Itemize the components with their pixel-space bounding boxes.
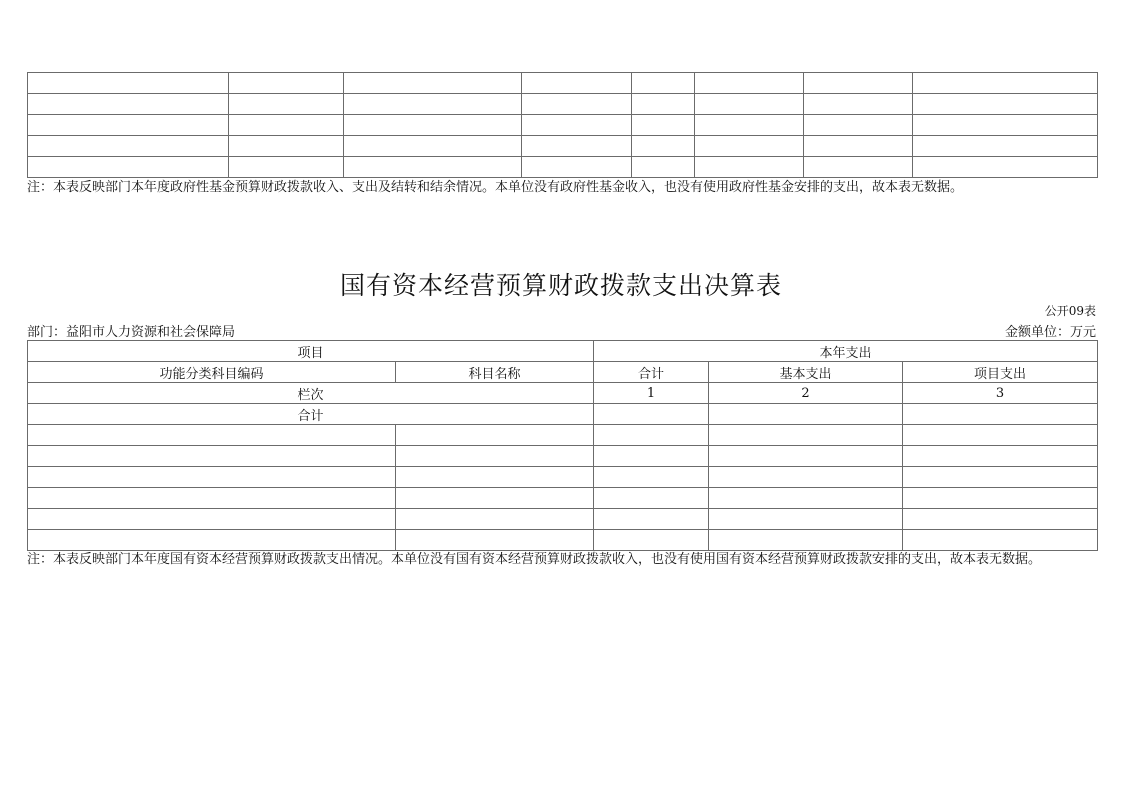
- table-cell: [632, 73, 695, 94]
- table-cell: [594, 509, 709, 530]
- table-cell: [229, 115, 344, 136]
- table-row: [28, 530, 1098, 551]
- row-index-label: 栏次: [28, 383, 594, 404]
- table-cell: [28, 94, 229, 115]
- table-cell: [709, 467, 903, 488]
- table-cell: [396, 530, 594, 551]
- index-project: 3: [903, 383, 1098, 404]
- header-item: 项目: [28, 341, 594, 362]
- table-cell: [594, 446, 709, 467]
- index-total: 1: [594, 383, 709, 404]
- table-cell: [344, 73, 522, 94]
- table-cell: [28, 446, 396, 467]
- amount-unit-label: 金额单位：万元: [1004, 325, 1096, 340]
- table-cell: [695, 157, 804, 178]
- table-cell: [709, 488, 903, 509]
- table-cell: [903, 467, 1098, 488]
- table-cell: [28, 425, 396, 446]
- expenditure-note: 注：本表反映部门本年度国有资本经营预算财政拨款支出情况。本单位没有国有资本经营预算财政拨款收入，也没有使用国有资本经营预算财政拨款安排的支出，故本表无数据。: [27, 552, 1042, 567]
- table-cell: [594, 467, 709, 488]
- table-cell: [229, 73, 344, 94]
- table-cell: [903, 446, 1098, 467]
- table-cell: [28, 157, 229, 178]
- table-row: [28, 136, 1098, 157]
- col-total: 合计: [594, 362, 709, 383]
- table-cell: [709, 530, 903, 551]
- table-cell: [913, 73, 1098, 94]
- table-row: [28, 509, 1098, 530]
- table-cell: [522, 157, 632, 178]
- table-cell: [522, 73, 632, 94]
- table-row: [28, 488, 1098, 509]
- table-cell: [522, 136, 632, 157]
- table-cell: [804, 94, 913, 115]
- page-title: 国有资本经营预算财政拨款支出决算表: [339, 271, 782, 300]
- total-basic-value: [709, 404, 903, 425]
- table-cell: [229, 136, 344, 157]
- table-cell: [344, 94, 522, 115]
- department-label: 部门：益阳市人力资源和社会保障局: [27, 325, 236, 340]
- table-row: [28, 425, 1098, 446]
- table-cell: [632, 94, 695, 115]
- table-cell: [229, 94, 344, 115]
- header-row-2: [28, 362, 1098, 383]
- table-cell: [903, 530, 1098, 551]
- expenditure-table-body: [28, 341, 1098, 551]
- table-cell: [28, 488, 396, 509]
- header-row-1: [28, 341, 1098, 362]
- table-row: [28, 467, 1098, 488]
- table-cell: [396, 488, 594, 509]
- col-subject-name: 科目名称: [396, 362, 594, 383]
- table-cell: [632, 157, 695, 178]
- table-cell: [28, 73, 229, 94]
- col-function-code: 功能分类科目编码: [28, 362, 396, 383]
- table-cell: [229, 157, 344, 178]
- table-cell: [709, 425, 903, 446]
- table-cell: [709, 446, 903, 467]
- table-cell: [695, 73, 804, 94]
- table-cell: [344, 136, 522, 157]
- table-cell: [396, 467, 594, 488]
- table-cell: [913, 157, 1098, 178]
- table-cell: [396, 425, 594, 446]
- table-cell: [695, 94, 804, 115]
- table-cell: [903, 425, 1098, 446]
- government-fund-table-body: [28, 73, 1098, 178]
- table-cell: [695, 136, 804, 157]
- total-row-label: 合计: [28, 404, 594, 425]
- table-cell: [28, 467, 396, 488]
- column-index-row: [28, 383, 1098, 404]
- table-cell: [632, 136, 695, 157]
- table-row: [28, 73, 1098, 94]
- table-cell: [522, 115, 632, 136]
- table-cell: [594, 530, 709, 551]
- table-row: [28, 157, 1098, 178]
- government-fund-table: [27, 72, 1098, 178]
- table-cell: [396, 509, 594, 530]
- table-cell: [913, 136, 1098, 157]
- table-cell: [396, 446, 594, 467]
- table-cell: [913, 94, 1098, 115]
- table-cell: [594, 425, 709, 446]
- table-cell: [522, 94, 632, 115]
- col-basic-expenditure: 基本支出: [709, 362, 903, 383]
- table-row: [28, 94, 1098, 115]
- government-fund-note: 注：本表反映部门本年度政府性基金预算财政拨款收入、支出及结转和结余情况。本单位没有政府性基金收入，也没有使用政府性基金安排的支出，故本表无数据。: [27, 180, 964, 195]
- table-cell: [28, 136, 229, 157]
- table-cell: [28, 509, 396, 530]
- table-cell: [594, 488, 709, 509]
- table-cell: [28, 530, 396, 551]
- table-cell: [903, 509, 1098, 530]
- form-number: 公开09表: [1044, 304, 1096, 318]
- table-cell: [903, 488, 1098, 509]
- table-cell: [804, 157, 913, 178]
- table-cell: [709, 509, 903, 530]
- total-project-value: [903, 404, 1098, 425]
- table-cell: [344, 157, 522, 178]
- table-cell: [804, 136, 913, 157]
- total-row: [28, 404, 1098, 425]
- table-cell: [804, 73, 913, 94]
- table-cell: [344, 115, 522, 136]
- table-cell: [632, 115, 695, 136]
- table-cell: [695, 115, 804, 136]
- index-basic: 2: [709, 383, 903, 404]
- table-cell: [913, 115, 1098, 136]
- header-current-year-expenditure: 本年支出: [594, 341, 1098, 362]
- total-value: [594, 404, 709, 425]
- table-cell: [28, 115, 229, 136]
- table-row: [28, 115, 1098, 136]
- table-cell: [804, 115, 913, 136]
- state-capital-expenditure-table: [27, 340, 1098, 551]
- table-row: [28, 446, 1098, 467]
- col-project-expenditure: 项目支出: [903, 362, 1098, 383]
